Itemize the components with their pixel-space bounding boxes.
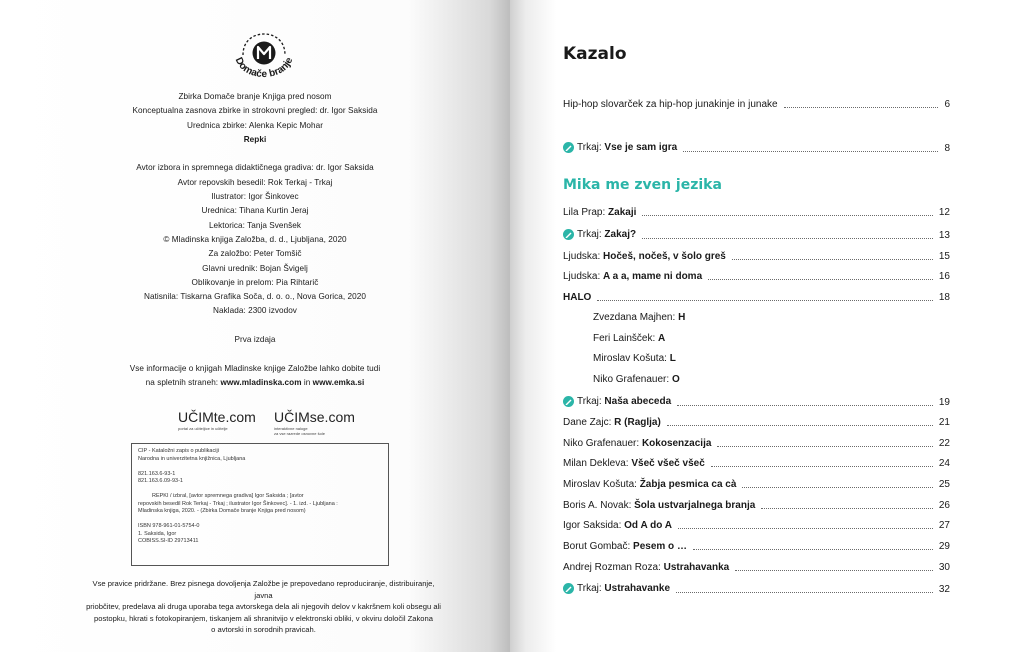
pencil-icon	[563, 583, 574, 594]
toc-work-title: Všeč všeč všeč	[631, 457, 705, 469]
toc-leader	[676, 592, 933, 593]
toc-page-number: 15	[938, 250, 950, 262]
toc-entry[interactable]	[563, 248, 950, 264]
cip-line: REPKI / izbral, [avtor spremnega gradiva] Igor Saksida ; [avtor	[152, 493, 304, 499]
toc-work-title: R (Raglja)	[614, 416, 661, 428]
rights-line: priobčitev, predelava ali druga uporaba tega avtorskega dela ali njegovih delov v kakršnem koli obsegu ali	[86, 602, 441, 612]
toc-leader	[667, 425, 933, 426]
rights-notice	[86, 578, 441, 636]
toc-work-title: L	[669, 352, 676, 364]
toc-work-title: Naša abeceda	[604, 396, 672, 408]
toc-page-number: 30	[938, 561, 950, 573]
em-logo-icon	[253, 42, 276, 65]
toc-entry[interactable]	[563, 227, 950, 243]
ucimte-sub: portal za učiteljice in učitelje	[178, 426, 228, 431]
toc-entry[interactable]	[563, 414, 950, 430]
toc-author: Igor Saksida:	[563, 519, 625, 531]
toc-leader	[642, 238, 933, 239]
toc-leader	[761, 508, 933, 509]
toc-author: Borut Gombač:	[563, 540, 634, 552]
toc-author: Hip-hop slovarček za hip-hop junakinje in junake	[563, 98, 778, 110]
toc-leader	[742, 487, 932, 488]
domace-branje-logo	[229, 30, 299, 90]
toc-page-number: 19	[938, 396, 950, 408]
toc-leader	[678, 528, 933, 529]
toc-page-number: 6	[944, 98, 950, 110]
cip-line: 1. Saksida, Igor	[138, 530, 177, 537]
toc-leader	[683, 151, 938, 152]
toc-work-title: HALO	[563, 291, 592, 303]
toc-leader	[732, 259, 933, 260]
imprint-line: Glavni urednik: Bojan Švigelj	[202, 263, 308, 273]
toc-work-title: Hočeš, nočeš, v šolo greš	[603, 250, 726, 262]
toc-author: Niko Grafenauer:	[563, 437, 642, 449]
toc-author: Andrej Rozman Roza:	[563, 561, 664, 573]
toc-author: Miroslav Košuta:	[563, 478, 640, 490]
toc-page-number: 25	[938, 478, 950, 490]
toc-leader	[708, 279, 933, 280]
imprint-line: Lektorica: Tanja Svenšek	[208, 220, 302, 230]
imprint-line: Zbirka Domače branje Knjiga pred nosom	[178, 92, 332, 101]
toc-subentry[interactable]	[593, 371, 893, 387]
toc-author: Ljudska:	[563, 250, 604, 262]
edition: Prva izdaja	[234, 335, 276, 345]
toc-author: Miroslav Košuta:	[593, 352, 670, 364]
toc-work-title: Kokosenzacija	[641, 437, 712, 449]
toc-entry[interactable]	[563, 538, 950, 554]
toc-author: Niko Grafenauer:	[593, 373, 672, 385]
toc-work-title: Šola ustvarjalnega branja	[634, 499, 756, 511]
toc-page-number: 16	[938, 270, 950, 282]
cip-line: CIP - Kataložni zapis o publikaciji	[138, 448, 219, 454]
ucimse-logo	[274, 409, 355, 436]
book-title: Repki	[243, 134, 267, 144]
toc-page-number: 13	[938, 229, 950, 241]
toc-entry[interactable]	[563, 96, 950, 112]
imprint-line: Urednica: Tihana Kurtin Jeraj	[201, 206, 309, 216]
imprint-line: Konceptualna zasnova zbirke in strokovni pregled: dr. Igor Saksida	[132, 106, 378, 116]
toc-page-number: 12	[938, 206, 950, 218]
toc-work-title: Žabja pesmica ca cà	[639, 478, 737, 490]
toc-entry[interactable]	[563, 581, 950, 597]
toc-subentry[interactable]	[593, 350, 893, 366]
cip-line: ISBN 978-961-01-5754-0	[138, 523, 200, 529]
toc-entry[interactable]	[563, 394, 950, 410]
toc-entry[interactable]	[563, 268, 950, 284]
ucimse-name: UČIMse.com	[274, 409, 355, 425]
imprint-line: Avtor repovskih besedil: Rok Terkaj - Trkaj	[177, 177, 333, 187]
ucimte-name: UČIMte.com	[178, 409, 256, 425]
ucimte-logo	[178, 409, 256, 431]
toc-entry[interactable]	[563, 476, 950, 492]
imprint-line: Avtor izbora in spremnega didaktičnega gradiva: dr. Igor Saksida	[136, 163, 374, 173]
toc-author: Feri Lainšček:	[593, 332, 659, 344]
rights-line: postopku, hkrati s fotokopiranjem, tiskanjem ali shranitvijo v elektronski obliki, v okviru določil Zakona	[94, 613, 433, 623]
toc-page-number: 22	[938, 437, 950, 449]
ucimse-sub1: interaktivne naloge	[274, 426, 308, 431]
toc-work-title: Od A do A	[624, 519, 672, 531]
toc-leader	[735, 570, 933, 571]
toc-entry[interactable]	[563, 204, 950, 220]
toc-work-title: Zakaj?	[604, 229, 637, 241]
cip-line: Mladinska knjiga, 2020. - (Zbirka Domače branje Knjiga pred nosom)	[138, 508, 306, 514]
toc-work-title: Ustrahavanke	[604, 583, 671, 595]
cip-line	[138, 516, 382, 524]
toc-page-number: 18	[938, 291, 950, 303]
toc-author: Trkaj:	[577, 229, 605, 241]
toc-entry[interactable]	[563, 289, 950, 305]
toc-page-number: 27	[938, 519, 950, 531]
imprint-line: Oblikovanje in prelom: Pia Rihtarič	[191, 277, 319, 287]
section-title: Mika me zven jezika	[563, 177, 722, 193]
toc-page-number: 8	[944, 142, 950, 154]
toc-page-number: 21	[938, 416, 950, 428]
toc-leader	[597, 300, 933, 301]
toc-work-title: Vse je sam igra	[604, 142, 678, 154]
imprint-line: Za založbo: Peter Tomšič	[208, 249, 302, 259]
toc-leader	[693, 549, 933, 550]
rights-line: o avtorski in sorodnih pravicah.	[211, 625, 316, 635]
toc-work-title: Zakaji	[608, 206, 637, 218]
toc-page-number: 24	[938, 457, 950, 469]
toc-leader	[677, 405, 933, 406]
toc-leader	[642, 215, 932, 216]
toc-work-title: A a a, mame ni doma	[603, 270, 703, 282]
cip-line: COBISS.SI-ID 29713411	[138, 538, 199, 544]
toc-author: Boris A. Novak:	[563, 499, 635, 511]
pencil-icon	[563, 396, 574, 407]
toc-leader	[717, 446, 932, 447]
cip-line: repovskih besedil Rok Terkaj - Trkaj ; ilustrator Igor Šinkovec]. - 1. izd. - Ljubljana :	[138, 500, 338, 507]
toc-subentry[interactable]	[593, 330, 893, 346]
toc-title: Kazalo	[563, 44, 627, 64]
toc-author: Ljudska:	[563, 270, 604, 282]
cip-line: 821.163.6-93-1	[138, 470, 176, 477]
toc-work-title: A	[658, 332, 666, 344]
toc-entry[interactable]	[563, 435, 950, 451]
toc-page-number: 29	[938, 540, 950, 552]
toc-author: Milan Dekleva:	[563, 457, 632, 469]
imprint-line: Urednica zbirke: Alenka Kepic Mohar	[187, 120, 323, 130]
logo-text: Domače branje	[232, 55, 296, 81]
toc-entry[interactable]	[563, 140, 950, 156]
pencil-icon	[563, 142, 574, 153]
imprint-block	[90, 90, 420, 390]
toc-entry[interactable]	[563, 497, 950, 513]
pencil-icon	[563, 229, 574, 240]
toc-leader	[784, 107, 939, 108]
link-mladinska[interactable]: www.mladinska.com	[220, 377, 302, 387]
cip-line	[138, 486, 382, 494]
toc-author: Lila Prap:	[563, 206, 609, 218]
toc-leader	[711, 466, 933, 467]
cip-line: Narodna in univerzitetna knjižnica, Ljubljana	[138, 455, 246, 462]
cip-line: 821.163.6.09-93-1	[138, 478, 183, 484]
toc-page-number: 26	[938, 499, 950, 511]
toc-page-number: 32	[938, 583, 950, 595]
toc-subentry[interactable]	[593, 309, 893, 325]
toc-entry[interactable]	[563, 517, 950, 533]
toc-work-title: O	[671, 373, 680, 385]
imprint-line: Ilustrator: Igor Šinkovec	[211, 192, 299, 202]
toc-author: Zvezdana Majhen:	[593, 311, 679, 323]
imprint-line: © Mladinska knjiga Založba, d. d., Ljubljana, 2020	[163, 234, 347, 244]
toc-author: Trkaj:	[577, 396, 605, 408]
ucimse-sub2: za vse razrede osnovne šole	[274, 431, 325, 436]
rights-line: Vse pravice pridržane. Brez pisnega dovoljenja Založbe je prepovedano reproduciranje, distribuiranje, javna	[92, 579, 435, 600]
toc-author: Trkaj:	[577, 583, 605, 595]
toc-work-title: Pesem o …	[633, 540, 687, 552]
toc-author: Dane Zajc:	[563, 416, 615, 428]
link-emka[interactable]: www.emka.si	[312, 377, 365, 387]
cip-record	[131, 443, 389, 566]
imprint-line: Natisnila: Tiskarna Grafika Soča, d. o. o., Nova Gorica, 2020	[144, 292, 366, 302]
toc-entry[interactable]	[563, 559, 950, 575]
imprint-line: Naklada: 2300 izvodov	[213, 306, 297, 316]
info-links: na spletnih straneh: www.mladinska.com in www.emka.si	[145, 377, 365, 387]
toc-entry[interactable]	[563, 455, 950, 471]
toc-work-title: H	[678, 311, 686, 323]
toc-work-title: Ustrahavanka	[663, 561, 730, 573]
toc-author: Trkaj:	[577, 142, 605, 154]
cip-line	[138, 463, 382, 471]
info-line: Vse informacije o knjigah Mladinske knjige Založbe lahko dobite tudi	[129, 363, 381, 373]
